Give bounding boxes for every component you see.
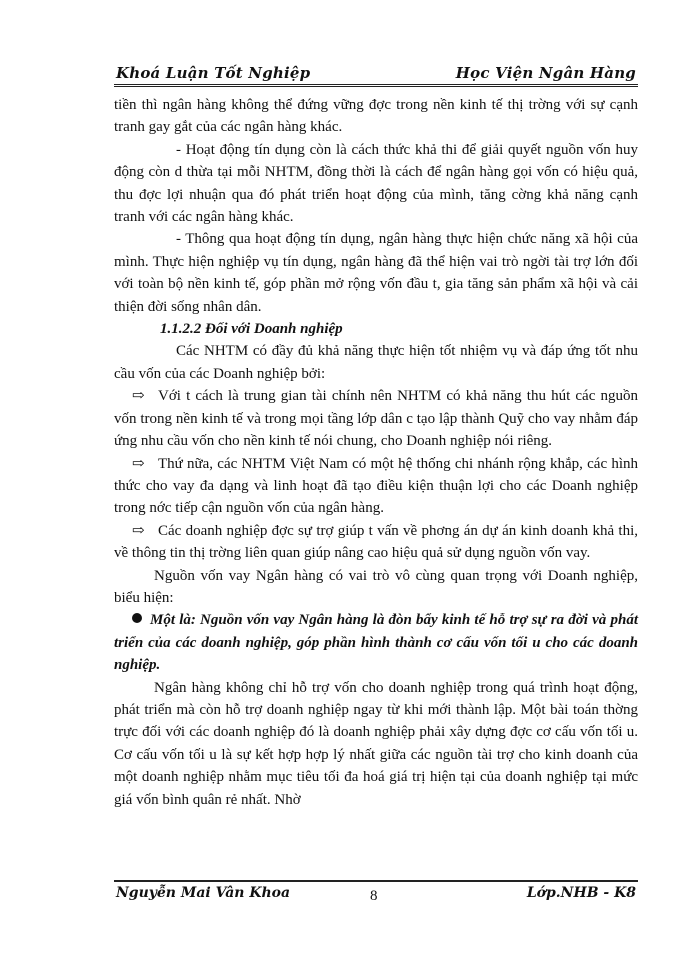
page-number: 8 bbox=[370, 888, 378, 904]
arrow-right-icon: ⇨ bbox=[132, 455, 145, 472]
section-heading: 1.1.2.2 Đối với Doanh nghiệp bbox=[160, 321, 343, 338]
footer-class: Lớp.NHB - K8 bbox=[526, 885, 636, 901]
bullet-dot-icon bbox=[132, 613, 142, 623]
arrow-right-icon: ⇨ bbox=[132, 388, 145, 405]
paragraph-4: Các NHTM có đầy đủ khả năng thực hiện tốt nhiệm vụ và đáp ứng tốt nhu cầu vốn của các Doanh nghiệp bởi: bbox=[114, 343, 638, 382]
arrow-item-text: Với t cách là trung gian tài chính nên NHTM có khả năng thu hút các nguồn vốn trong nền kinh tế và trong mọi tầng lớp dân c tạo lập thành Quỹ cho vay nhằm đáp ứng nhu cầu vốn cho nền kinh tế nói chung, cho Doanh nghiệp nói riêng. bbox=[114, 388, 638, 450]
paragraph-2: - Hoạt động tín dụng còn là cách thức khả thi để giải quyết nguồn vốn huy động còn d thừa tại mỗi NHTM, đồng thời là cách để ngân hàng gọi vốn có hiệu quả, thu đợc lợi nhuận qua đó phát triển hoạt động của mình, tăng cờng khả năng cạnh tranh với các ngân hàng khác. bbox=[114, 141, 638, 226]
paragraph-3: - Thông qua hoạt động tín dụng, ngân hàng thực hiện chức năng xã hội của mình. Thực hiện nghiệp vụ tín dụng, ngân hàng đã thể hiện vai trò ngời tài trợ lớn đối với toàn bộ nền kinh tế, góp phần mở rộng vốn đầu t, gia tăng sản phẩm xã hội và cải thiện đời sống nhân dân. bbox=[114, 231, 638, 315]
bullet-item-1 bbox=[114, 609, 638, 676]
arrow-item-text: Các doanh nghiệp đợc sự trợ giúp t vấn về phơng án dự án kinh doanh khả thi, về thông tin thị trờng liên quan giúp nâng cao hiệu quả sử dụng nguồn vốn vay. bbox=[114, 522, 638, 562]
header-institution: Học Viện Ngân Hàng bbox=[455, 64, 636, 82]
arrow-item-text: Thứ nữa, các NHTM Việt Nam có một hệ thống chi nhánh rộng khắp, các hình thức cho vay đa dạng và linh hoạt đã tạo điều kiện thuận lợi cho các Doanh nghiệp trong nớc tiếp cận nguồn vốn của ngân hàng. bbox=[114, 455, 638, 517]
page-footer bbox=[114, 880, 638, 906]
paragraph-1: tiền thì ngân hàng không thể đứng vững đợc trong nền kinh tế thị trờng với sự cạnh tranh gay gắt của các ngân hàng khác. bbox=[114, 97, 638, 136]
header-thesis-title: Khoá Luận Tốt Nghiệp bbox=[116, 64, 311, 82]
footer-author: Nguyễn Mai Vân Khoa bbox=[116, 885, 291, 901]
bullet-item-text: Một là: Nguồn vốn vay Ngân hàng là đòn bẩy kinh tế hỗ trợ sự ra đời và phát triển của các doanh nghiệp, góp phần hình thành cơ cấu vốn tối u cho các doanh nghiệp. bbox=[114, 612, 638, 674]
document-body bbox=[114, 94, 638, 811]
arrow-item-2 bbox=[114, 453, 638, 520]
page-header bbox=[114, 62, 638, 87]
arrow-right-icon: ⇨ bbox=[132, 522, 145, 539]
paragraph-5: Nguồn vốn vay Ngân hàng có vai trò vô cùng quan trọng với Doanh nghiệp, biểu hiện: bbox=[114, 567, 638, 606]
arrow-item-3 bbox=[114, 520, 638, 565]
paragraph-6: Ngân hàng không chỉ hỗ trợ vốn cho doanh nghiệp trong quá trình hoạt động, phát triển mà còn hỗ trợ doanh nghiệp ngay từ khi mới thành lập. Một bài toán thờng trực đối với các doanh nghiệp đó là doanh nghiệp phải xây dựng đợc cơ cấu vốn tối u. Cơ cấu vốn tối u là sự kết hợp hợp lý nhất giữa các nguồn tài trợ cho kinh doanh của một doanh nghiệp nhằm mục tiêu tối đa hoá giá trị hiện tại của doanh nghiệp tại mức giá vốn bình quân rẻ nhất. Nhờ bbox=[114, 679, 638, 808]
arrow-item-1 bbox=[114, 385, 638, 452]
